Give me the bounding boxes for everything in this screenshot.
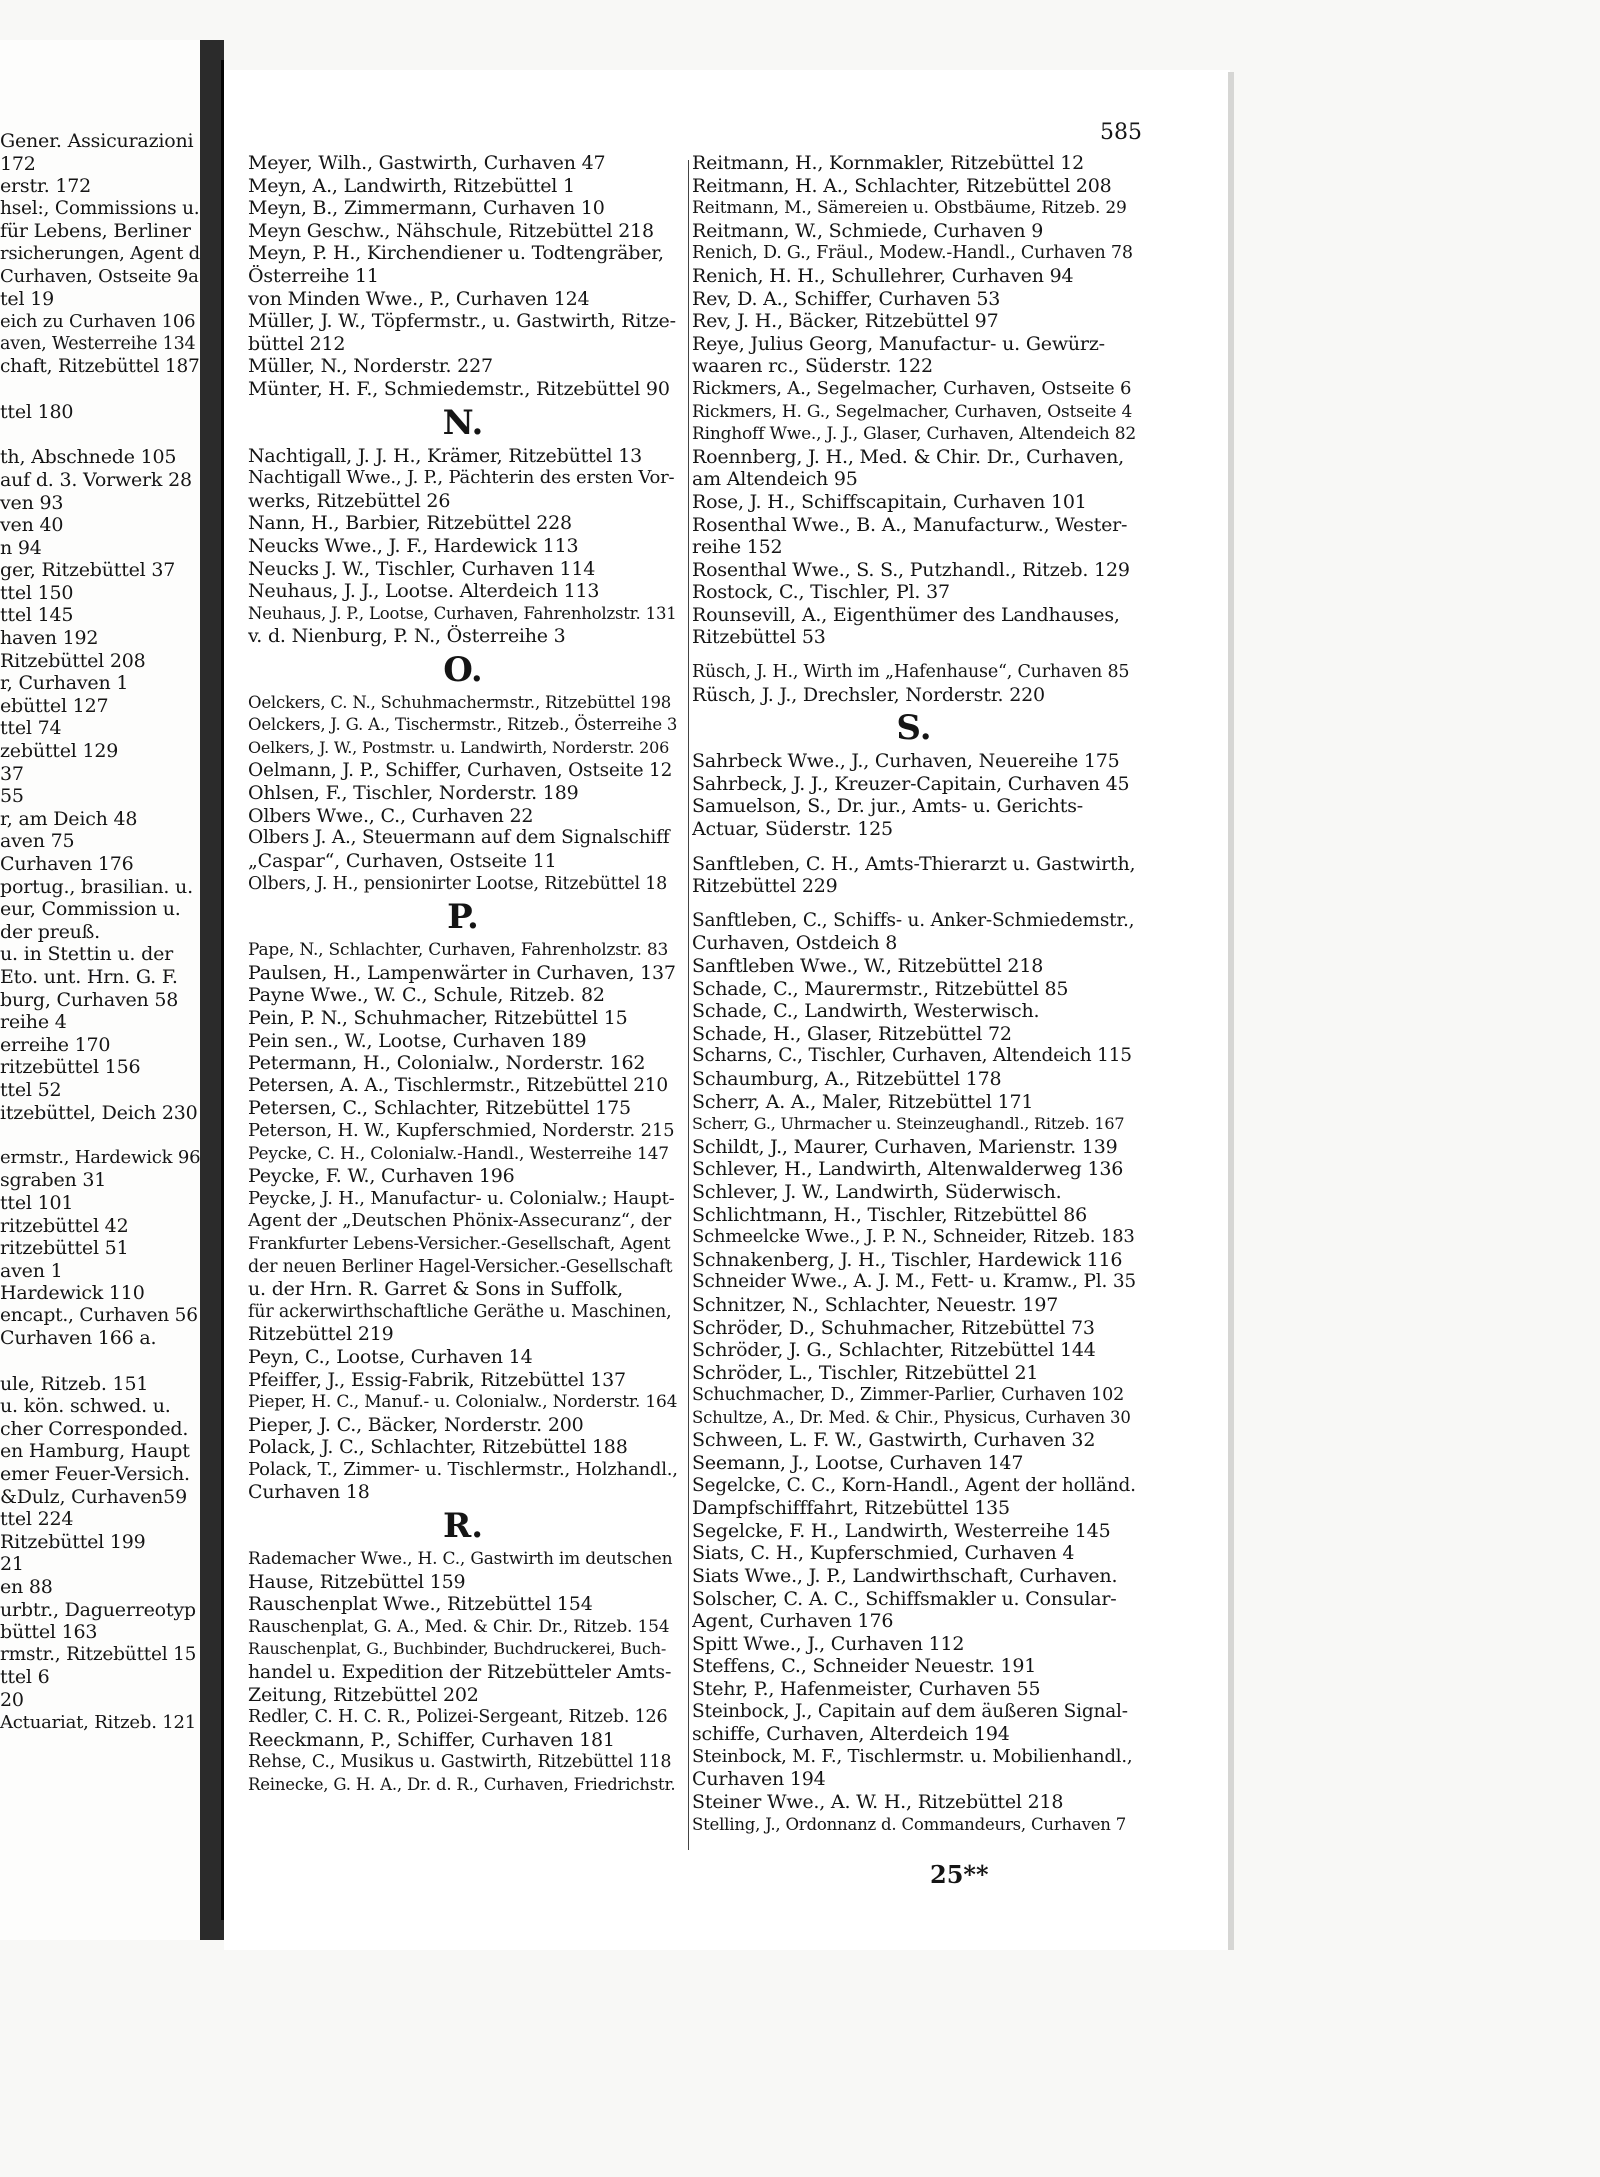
directory-entry-fragment: ttel 224 — [0, 1508, 74, 1531]
directory-entry-fragment: 55 — [0, 785, 24, 808]
directory-entry-fragment: haven 192 — [0, 627, 99, 650]
directory-entry-fragment: Eto. unt. Hrn. G. F. — [0, 965, 178, 988]
directory-entry-fragment: 37 — [0, 762, 24, 785]
directory-entry-fragment: aven 75 — [0, 830, 75, 853]
directory-column-middle — [248, 152, 678, 1797]
directory-entry-line: Agent, Curhaven 176 — [692, 1610, 894, 1633]
directory-entry-fragment: auf d. 3. Vorwerk 28 — [0, 468, 192, 491]
directory-entry-line: Agent der „Deutschen Phönix-Assecuranz“, der — [248, 1210, 671, 1232]
directory-entry-line: Reeckmann, P., Schiffer, Curhaven 181 — [248, 1728, 615, 1751]
directory-entry-fragment: 21 — [0, 1553, 24, 1576]
letter-section-header: R. — [442, 1506, 484, 1547]
directory-entry-line: Segelcke, F. H., Landwirth, Westerreihe 145 — [692, 1519, 1111, 1542]
directory-entry-fragment — [0, 424, 200, 447]
directory-entry-line: Curhaven 194 — [692, 1768, 826, 1791]
directory-entry-line: Schlichtmann, H., Tischler, Ritzebüttel 86 — [692, 1203, 1087, 1226]
directory-entry-line: Pfeiffer, J., Essig-Fabrik, Ritzebüttel 137 — [248, 1368, 626, 1391]
directory-entry-line: Reitmann, H. A., Schlachter, Ritzebüttel 208 — [692, 174, 1112, 197]
directory-entry-line: Frankfurter Lebens-Versicher.-Gesellschaft, Agent — [248, 1233, 671, 1254]
directory-entry-line: Schade, C., Landwirth, Westerwisch. — [692, 1000, 1040, 1023]
directory-entry-fragment: chaft, Ritzebüttel 187 — [0, 355, 200, 377]
directory-entry-line: Rosenthal Wwe., B. A., Manufacturw., Wester- — [692, 513, 1128, 536]
directory-entry-line: Schultze, A., Dr. Med. & Chir., Physicus, Curhaven 30 — [692, 1407, 1131, 1427]
directory-entry-line: Meyn, A., Landwirth, Ritzebüttel 1 — [248, 174, 575, 197]
directory-entry-fragment: u. in Stettin u. der — [0, 943, 173, 966]
directory-entry-line: Segelcke, C. C., Korn-Handl., Agent der holländ. — [692, 1474, 1136, 1496]
directory-entry-line: Paulsen, H., Lampenwärter in Curhaven, 137 — [248, 961, 676, 984]
directory-entry-line: Reitmann, H., Kornmakler, Ritzebüttel 12 — [692, 152, 1085, 174]
directory-entry-line: Renich, H. H., Schullehrer, Curhaven 94 — [692, 264, 1074, 287]
directory-entry-fragment: ttel 74 — [0, 717, 62, 740]
directory-entry-line: Petersen, A. A., Tischlermstr., Ritzebüttel 210 — [248, 1074, 668, 1096]
directory-entry-fragment: ritzebüttel 156 — [0, 1056, 141, 1079]
directory-entry-line: u. der Hrn. R. Garret & Sons in Suffolk, — [248, 1278, 623, 1301]
directory-entry-fragment: ttel 101 — [0, 1191, 74, 1214]
directory-entry-line: Oelckers, C. N., Schuhmachermstr., Ritzebüttel 198 — [248, 692, 672, 712]
directory-entry-line: Pieper, H. C., Manuf.- u. Colonialw., Norderstr. 164 — [248, 1392, 678, 1413]
directory-entry-line: Polack, T., Zimmer- u. Tischlermstr., Holzhandl., — [248, 1458, 678, 1480]
directory-entry-line: Meyn, B., Zimmermann, Curhaven 10 — [248, 197, 605, 220]
directory-entry-line: Peycke, J. H., Manufactur- u. Colonialw.; Haupt- — [248, 1187, 675, 1209]
directory-entry-fragment — [0, 1350, 200, 1373]
directory-entry-line: Schade, H., Glaser, Ritzebüttel 72 — [692, 1022, 1012, 1045]
page-number: 585 — [1100, 120, 1142, 145]
directory-entry-line: Peyn, C., Lootse, Curhaven 14 — [248, 1345, 533, 1368]
directory-entry-line: Hause, Ritzebüttel 159 — [248, 1570, 466, 1593]
directory-entry-line: Münter, H. F., Schmiedemstr., Ritzebüttel 90 — [248, 377, 670, 400]
directory-entry-fragment: eich zu Curhaven 106 — [0, 310, 196, 332]
directory-entry-line: Rauschenplat, G., Buchbinder, Buchdruckerei, Buch- — [248, 1639, 667, 1659]
directory-entry-fragment: ttel 150 — [0, 581, 74, 604]
directory-entry-fragment: reihe 4 — [0, 1011, 67, 1034]
directory-entry-fragment: rmstr., Ritzebüttel 15 — [0, 1643, 197, 1665]
letter-section-header: N. — [442, 402, 484, 443]
directory-entry-line: Reitmann, W., Schmiede, Curhaven 9 — [692, 219, 1044, 242]
directory-entry-line: Dampfschifffahrt, Ritzebüttel 135 — [692, 1497, 1010, 1520]
directory-entry-fragment: r, am Deich 48 — [0, 807, 138, 830]
directory-entry-line: Pape, N., Schlachter, Curhaven, Fahrenholzstr. 83 — [248, 940, 669, 961]
directory-entry-line: Schröder, J. G., Schlachter, Ritzebüttel 144 — [692, 1339, 1096, 1362]
directory-entry-line: Neuhaus, J. P., Lootse, Curhaven, Fahrenholzstr. 131 — [248, 603, 677, 623]
directory-entry-line: Renich, D. G., Fräul., Modew.-Handl., Curhaven 78 — [692, 243, 1133, 264]
directory-entry-line: Peycke, F. W., Curhaven 196 — [248, 1165, 515, 1188]
directory-entry-line: Rosenthal Wwe., S. S., Putzhandl., Ritzeb. 129 — [692, 558, 1130, 581]
directory-entry-fragment: Curhaven, Ostseite 9a — [0, 265, 199, 287]
directory-entry-fragment: der preuß. — [0, 920, 100, 943]
directory-entry-fragment: u. kön. schwed. u. — [0, 1395, 171, 1418]
directory-entry-fragment: ebüttel 127 — [0, 694, 109, 717]
directory-entry-line: Sanftleben, C., Schiffs- u. Anker-Schmiedemstr., — [692, 909, 1135, 931]
directory-entry-fragment: Hardewick 110 — [0, 1282, 145, 1305]
directory-entry-line: Schween, L. F. W., Gastwirth, Curhaven 32 — [692, 1429, 1096, 1452]
directory-entry-fragment: ger, Ritzebüttel 37 — [0, 559, 176, 582]
directory-entry-line: werks, Ritzebüttel 26 — [248, 489, 451, 512]
directory-entry-fragment: ttel 180 — [0, 401, 74, 424]
directory-entry-fragment: en Hamburg, Haupt — [0, 1440, 190, 1463]
directory-entry-line: Ringhoff Wwe., J. J., Glaser, Curhaven, Altendeich 82 — [692, 424, 1136, 445]
directory-entry-line: Meyn Geschw., Nähschule, Ritzebüttel 218 — [248, 219, 654, 242]
directory-entry-fragment: Ritzebüttel 208 — [0, 649, 146, 672]
directory-entry-fragment: ven 40 — [0, 514, 64, 537]
directory-entry-fragment: n 94 — [0, 536, 42, 559]
directory-entry-line: Ritzebüttel 229 — [692, 875, 838, 898]
directory-entry-line: waaren rc., Süderstr. 122 — [692, 355, 933, 378]
directory-entry-line: Actuar, Süderstr. 125 — [692, 818, 893, 841]
directory-entry-line: Reye, Julius Georg, Manufactur- u. Gewürz- — [692, 332, 1105, 355]
directory-entry-fragment: für Lebens, Berliner — [0, 220, 191, 243]
directory-entry-fragment: ttel 6 — [0, 1666, 50, 1689]
directory-entry-fragment: cher Corresponded. — [0, 1417, 189, 1440]
directory-entry-fragment: th, Abschnede 105 — [0, 446, 177, 469]
directory-entry-line: Scherr, G., Uhrmacher u. Steinzeughandl., Ritzeb. 167 — [692, 1114, 1125, 1134]
directory-entry-line: „Caspar“, Curhaven, Ostseite 11 — [248, 850, 557, 873]
directory-entry-fragment: 172 — [0, 152, 36, 175]
directory-entry-fragment: urbtr., Daguerreotyp — [0, 1598, 196, 1621]
directory-entry-line: reihe 152 — [692, 536, 783, 559]
directory-entry-line: Pein sen., W., Lootse, Curhaven 189 — [248, 1029, 587, 1052]
directory-entry-fragment: Ritzebüttel 199 — [0, 1530, 146, 1553]
directory-entry-line: Schneider Wwe., A. J. M., Fett- u. Kramw., Pl. 35 — [692, 1271, 1136, 1293]
directory-entry-line: Oelkers, J. W., Postmstr. u. Landwirth, Norderstr. 206 — [248, 738, 670, 758]
letter-section-header: P. — [447, 897, 479, 938]
directory-entry-line: Sanftleben, C. H., Amts-Thierarzt u. Gastwirth, — [692, 852, 1136, 875]
directory-entry-line: Petermann, H., Colonialw., Norderstr. 162 — [248, 1052, 646, 1075]
directory-entry-line: Nachtigall, J. J. H., Krämer, Ritzebüttel 13 — [248, 444, 643, 467]
directory-entry-fragment: ermstr., Hardewick 96 — [0, 1146, 200, 1168]
directory-entry-line: Meyn, P. H., Kirchendiener u. Todtengräber, — [248, 242, 664, 265]
directory-entry-line: Steiner Wwe., A. W. H., Ritzebüttel 218 — [692, 1790, 1064, 1813]
directory-entry-line: Schnitzer, N., Schlachter, Neuestr. 197 — [692, 1293, 1059, 1316]
directory-entry-fragment: büttel 163 — [0, 1621, 98, 1644]
directory-entry-line: Peycke, C. H., Colonialw.-Handl., Westerreihe 147 — [248, 1143, 669, 1164]
directory-entry-line: Neucks J. W., Tischler, Curhaven 114 — [248, 557, 596, 580]
left-page-column — [0, 130, 200, 1734]
spacer — [692, 649, 1136, 661]
directory-entry-line: Ohlsen, F., Tischler, Norderstr. 189 — [248, 782, 579, 805]
directory-entry-line: Oelmann, J. P., Schiffer, Curhaven, Ostseite 12 — [248, 759, 673, 781]
directory-entry-line: Roennberg, J. H., Med. & Chir. Dr., Curhaven, — [692, 445, 1124, 468]
directory-entry-line: Nann, H., Barbier, Ritzebüttel 228 — [248, 512, 572, 535]
letter-section-header: O. — [443, 649, 483, 690]
directory-entry-fragment — [0, 1124, 200, 1147]
directory-entry-line: Rauschenplat Wwe., Ritzebüttel 154 — [248, 1593, 593, 1616]
directory-entry-line: Rickmers, H. G., Segelmacher, Curhaven, Ostseite 4 — [692, 401, 1133, 422]
directory-entry-line: Curhaven 18 — [248, 1481, 370, 1504]
spacer — [692, 841, 1136, 853]
directory-entry-line: Olbers Wwe., C., Curhaven 22 — [248, 804, 534, 827]
letter-section-header: S. — [896, 708, 932, 749]
directory-entry-line: Payne Wwe., W. C., Schule, Ritzeb. 82 — [248, 984, 605, 1007]
directory-entry-line: Stelling, J., Ordonnanz d. Commandeurs, Curhaven 7 — [692, 1814, 1127, 1834]
directory-entry-fragment: ttel 145 — [0, 604, 74, 627]
directory-entry-line: Sanftleben Wwe., W., Ritzebüttel 218 — [692, 955, 1044, 977]
directory-entry-line: Ritzebüttel 219 — [248, 1323, 394, 1346]
directory-entry-fragment: Curhaven 176 — [0, 853, 134, 875]
left-page — [0, 40, 212, 1940]
directory-entry-line: Siats Wwe., J. P., Landwirthschaft, Curhaven. — [692, 1565, 1118, 1588]
spacer — [692, 898, 1136, 910]
directory-entry-fragment: rsicherungen, Agent d — [0, 242, 200, 264]
directory-entry-line: Nachtigall Wwe., J. P., Pächterin des ersten Vor- — [248, 467, 675, 489]
directory-entry-fragment: sgraben 31 — [0, 1169, 107, 1192]
directory-entry-line: Stehr, P., Hafenmeister, Curhaven 55 — [692, 1678, 1041, 1700]
directory-entry-line: Samuelson, S., Dr. jur., Amts- u. Gerichts- — [692, 795, 1083, 818]
directory-entry-line: Scherr, A. A., Maler, Ritzebüttel 171 — [692, 1090, 1034, 1113]
directory-entry-line: Zeitung, Ritzebüttel 202 — [248, 1683, 479, 1706]
directory-entry-line: Pieper, J. C., Bäcker, Norderstr. 200 — [248, 1413, 584, 1436]
directory-entry-line: Steinbock, M. F., Tischlermstr. u. Mobilienhandl., — [692, 1745, 1133, 1767]
directory-entry-line: Schuchmacher, D., Zimmer-Parlier, Curhaven 102 — [692, 1385, 1125, 1406]
page-edge-shadow — [1228, 72, 1234, 1950]
directory-entry-line: Neuhaus, J. J., Lootse. Alterdeich 113 — [248, 580, 600, 603]
directory-entry-fragment: en 88 — [0, 1576, 53, 1598]
directory-entry-line: Pein, P. N., Schuhmacher, Ritzebüttel 15 — [248, 1007, 628, 1029]
directory-entry-line: schiffe, Curhaven, Alterdeich 194 — [692, 1723, 1010, 1746]
directory-entry-line: Olbers J. A., Steuermann auf dem Signalschiff — [248, 827, 670, 849]
directory-entry-line: Ritzebüttel 53 — [692, 626, 826, 649]
directory-entry-fragment: erreihe 170 — [0, 1033, 111, 1056]
directory-entry-line: Rostock, C., Tischler, Pl. 37 — [692, 581, 950, 604]
directory-entry-line: Schlever, J. W., Landwirth, Süderwisch. — [692, 1180, 1062, 1203]
directory-entry-fragment: portug., brasilian. u. — [0, 875, 193, 898]
directory-column-right — [692, 152, 1136, 1836]
directory-entry-fragment: itzebüttel, Deich 230 — [0, 1101, 198, 1124]
directory-entry-line: büttel 212 — [248, 332, 346, 355]
directory-entry-line: Schade, C., Maurermstr., Ritzebüttel 85 — [692, 977, 1069, 1000]
column-divider — [688, 160, 689, 1850]
directory-entry-line: Rose, J. H., Schiffscapitain, Curhaven 101 — [692, 490, 1087, 513]
directory-entry-fragment: aven, Westerreihe 134 — [0, 334, 196, 355]
directory-entry-line: Rademacher Wwe., H. C., Gastwirth im deutschen — [248, 1549, 673, 1570]
directory-entry-fragment: 20 — [0, 1688, 24, 1711]
directory-entry-line: handel u. Expedition der Ritzebütteler Amts- — [248, 1661, 672, 1684]
directory-entry-line: Sahrbeck, J. J., Kreuzer-Capitain, Curhaven 45 — [692, 772, 1130, 795]
directory-entry-fragment — [0, 379, 200, 402]
directory-entry-line: Reitmann, M., Sämereien u. Obstbäume, Ritzeb. 29 — [692, 198, 1127, 219]
directory-entry-fragment: Gener. Assicurazioni — [0, 130, 194, 152]
directory-entry-line: Rev, J. H., Bäcker, Ritzebüttel 97 — [692, 310, 999, 333]
directory-entry-line: Polack, J. C., Schlachter, Ritzebüttel 188 — [248, 1436, 628, 1459]
directory-entry-line: Solscher, C. A. C., Schiffsmakler u. Consular- — [692, 1587, 1117, 1610]
directory-entry-fragment: zebüttel 129 — [0, 740, 119, 763]
directory-entry-line: Rüsch, J. H., Wirth im „Hafenhause“, Curhaven 85 — [692, 662, 1130, 683]
directory-entry-line: Reinecke, G. H. A., Dr. d. R., Curhaven, Friedrichstr. — [248, 1775, 676, 1794]
directory-entry-line: am Altendeich 95 — [692, 468, 858, 491]
directory-entry-line: Rickmers, A., Segelmacher, Curhaven, Ostseite 6 — [692, 377, 1132, 399]
directory-entry-line: Meyer, Wilh., Gastwirth, Curhaven 47 — [248, 152, 606, 174]
directory-entry-line: Schlever, H., Landwirth, Altenwalderweg 136 — [692, 1158, 1124, 1181]
directory-entry-line: Peterson, H. W., Kupferschmied, Norderstr. 215 — [248, 1119, 675, 1141]
directory-entry-fragment: ritzebüttel 42 — [0, 1214, 129, 1237]
directory-entry-fragment: hsel:, Commissions u. — [0, 197, 200, 219]
directory-entry-line: Scharns, C., Tischler, Curhaven, Altendeich 115 — [692, 1045, 1132, 1067]
directory-entry-fragment: emer Feuer-Versich. — [0, 1463, 190, 1486]
directory-entry-line: für ackerwirthschaftliche Geräthe u. Maschinen, — [248, 1301, 672, 1322]
directory-entry-fragment: &Dulz, Curhaven59 — [0, 1485, 187, 1508]
directory-entry-line: Rüsch, J. J., Drechsler, Norderstr. 220 — [692, 683, 1045, 706]
directory-entry-fragment: aven 1 — [0, 1259, 63, 1282]
directory-entry-fragment: ttel 52 — [0, 1078, 62, 1101]
directory-entry-fragment: eur, Commission u. — [0, 898, 181, 921]
directory-entry-line: Österreihe 11 — [248, 264, 379, 287]
directory-entry-line: Schnakenberg, J. H., Tischler, Hardewick 116 — [692, 1248, 1123, 1271]
directory-entry-line: Rounsevill, A., Eigenthümer des Landhauses, — [692, 603, 1120, 626]
directory-entry-fragment: ritzebüttel 51 — [0, 1237, 129, 1260]
directory-entry-line: Schaumburg, A., Ritzebüttel 178 — [692, 1067, 1002, 1090]
directory-entry-line: Oelckers, J. G. A., Tischermstr., Ritzeb., Österreihe 3 — [248, 715, 678, 735]
directory-entry-line: Petersen, C., Schlachter, Ritzebüttel 175 — [248, 1097, 631, 1120]
directory-entry-fragment: ven 93 — [0, 491, 64, 514]
directory-entry-line: Schröder, L., Tischler, Ritzebüttel 21 — [692, 1361, 1039, 1384]
directory-entry-line: Müller, J. W., Töpfermstr., u. Gastwirth, Ritze- — [248, 310, 676, 333]
directory-entry-line: Steinbock, J., Capitain auf dem äußeren Signal- — [692, 1700, 1128, 1722]
directory-entry-line: Redler, C. H. C. R., Polizei-Sergeant, Ritzeb. 126 — [248, 1707, 668, 1728]
directory-entry-line: Spitt Wwe., J., Curhaven 112 — [692, 1632, 965, 1655]
signature-mark: 25** — [930, 1860, 989, 1889]
directory-entry-line: v. d. Nienburg, P. N., Österreihe 3 — [248, 625, 566, 648]
directory-entry-line: Siats, C. H., Kupferschmied, Curhaven 4 — [692, 1542, 1075, 1565]
directory-entry-line: Neucks Wwe., J. F., Hardewick 113 — [248, 534, 579, 557]
directory-entry-line: Rev, D. A., Schiffer, Curhaven 53 — [692, 287, 1001, 310]
directory-entry-fragment: burg, Curhaven 58 — [0, 988, 179, 1011]
directory-entry-line: Steffens, C., Schneider Neuestr. 191 — [692, 1655, 1037, 1678]
directory-entry-line: Rauschenplat, G. A., Med. & Chir. Dr., Ritzeb. 154 — [248, 1616, 670, 1637]
directory-entry-line: von Minden Wwe., P., Curhaven 124 — [248, 287, 590, 310]
directory-entry-line: Müller, N., Norderstr. 227 — [248, 355, 493, 378]
directory-entry-fragment: Actuariat, Ritzeb. 121 — [0, 1711, 197, 1733]
directory-entry-line: Seemann, J., Lootse, Curhaven 147 — [692, 1452, 1024, 1475]
directory-entry-fragment: ule, Ritzeb. 151 — [0, 1372, 149, 1395]
directory-entry-line: Sahrbeck Wwe., J., Curhaven, Neuereihe 175 — [692, 750, 1120, 773]
directory-entry-line: Schröder, D., Schuhmacher, Ritzebüttel 73 — [692, 1316, 1095, 1339]
directory-entry-fragment: r, Curhaven 1 — [0, 672, 129, 695]
directory-entry-line: der neuen Berliner Hagel-Versicher.-Gesellschaft — [248, 1256, 673, 1277]
directory-entry-line: Olbers, J. H., pensionirter Lootse, Ritzebüttel 18 — [248, 873, 668, 894]
directory-entry-line: Rehse, C., Musikus u. Gastwirth, Ritzebüttel 118 — [248, 1752, 672, 1773]
directory-entry-fragment: Curhaven 166 a. — [0, 1327, 157, 1350]
directory-entry-line: Curhaven, Ostdeich 8 — [692, 932, 898, 955]
directory-entry-fragment: tel 19 — [0, 288, 54, 311]
directory-entry-fragment: erstr. 172 — [0, 175, 92, 198]
directory-entry-line: Schmeelcke Wwe., J. P. N., Schneider, Ritzeb. 183 — [692, 1226, 1135, 1248]
directory-entry-line: Schildt, J., Maurer, Curhaven, Marienstr. 139 — [692, 1135, 1118, 1158]
directory-entry-fragment: encapt., Curhaven 56 — [0, 1304, 198, 1326]
